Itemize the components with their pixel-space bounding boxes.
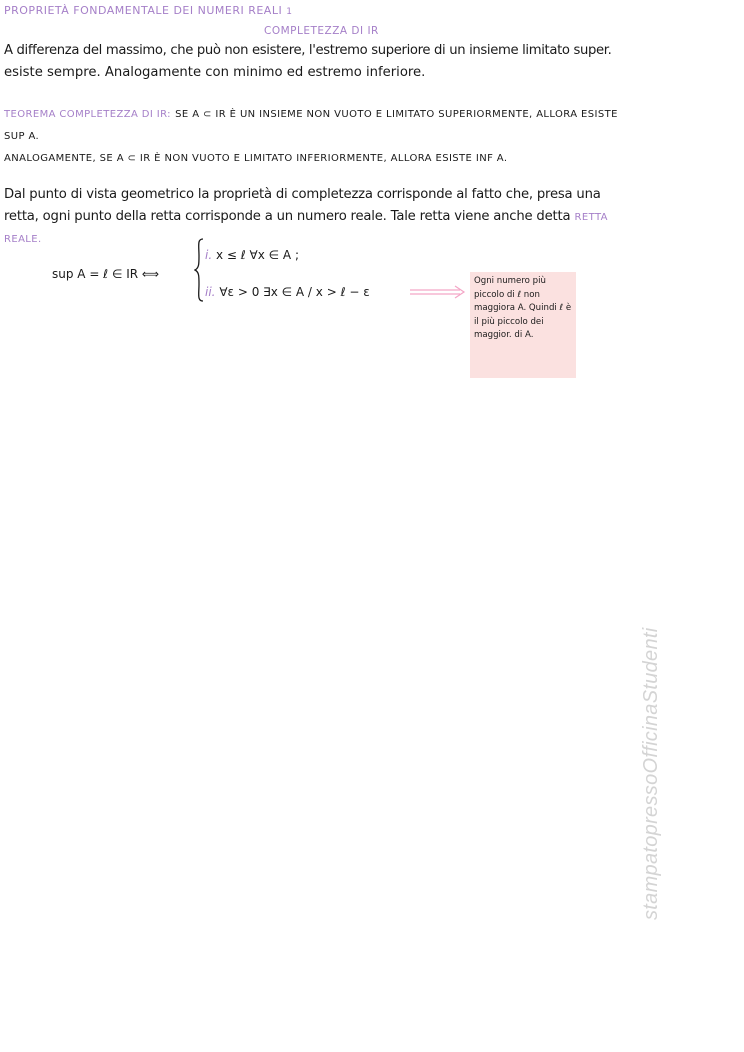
theorem-paragraph <box>4 103 742 170</box>
intro-line-2: esiste sempre. Analogamente con minimo ed estremo inferiore. <box>4 65 426 80</box>
retta-highlight: RETTA <box>574 212 608 223</box>
geometry-line-2-text: retta, ogni punto della retta corrisponde a un numero reale. Tale retta viene anche detta <box>4 209 571 224</box>
condition-2-label: ii. <box>205 285 216 299</box>
theorem-statement: SE A ⊂ IR È UN INSIEME NON VUOTO E LIMITATO SUPERIORMENTE, ALLORA ESISTE <box>175 109 618 120</box>
condition-2-text: ∀ε > 0 ∃x ∈ A / x > ℓ − ε <box>219 285 370 299</box>
reale-highlight: REALE. <box>4 234 42 245</box>
title-text: PROPRIETÀ FONDAMENTALE DEI NUMERI REALI <box>4 4 283 17</box>
intro-line-1: A differenza del massimo, che può non esistere, l'estremo superiore di un insieme limitato super. <box>4 43 612 58</box>
condition-1-text: x ≤ ℓ ∀x ∈ A ; <box>215 248 299 262</box>
formula-condition-2 <box>205 285 370 299</box>
note-text: Ogni numero più piccolo di ℓ non maggiora A. Quindi ℓ è il più piccolo dei maggior. di A. <box>474 276 572 340</box>
geometry-line-2 <box>4 206 742 229</box>
page-subtitle: COMPLETEZZA DI IR <box>264 25 379 37</box>
formula-condition-1 <box>205 248 299 262</box>
watermark: stampatopressoOfficinaStudenti <box>640 627 662 920</box>
theorem-line-2: SUP A. <box>4 131 40 142</box>
theorem-line-1 <box>4 103 742 126</box>
geometry-line-1: Dal punto di vista geometrico la proprietà di completezza corrisponde al fatto che, presa una <box>4 187 601 202</box>
arrow-right-icon <box>410 285 466 299</box>
formula-lhs: sup A = ℓ ∈ IR ⟺ <box>52 267 160 281</box>
condition-1-label: i. <box>205 248 213 262</box>
page-title <box>4 4 292 17</box>
theorem-label: TEOREMA COMPLETEZZA DI IR: <box>4 109 171 120</box>
geometry-paragraph <box>4 184 742 251</box>
title-mark: 1 <box>286 7 293 17</box>
note-box <box>470 272 576 378</box>
curly-brace-icon <box>194 238 204 302</box>
theorem-line-3: ANALOGAMENTE, SE A ⊂ IR È NON VUOTO E LIMITATO INFERIORMENTE, ALLORA ESISTE INF A. <box>4 153 508 164</box>
intro-paragraph <box>4 40 742 84</box>
